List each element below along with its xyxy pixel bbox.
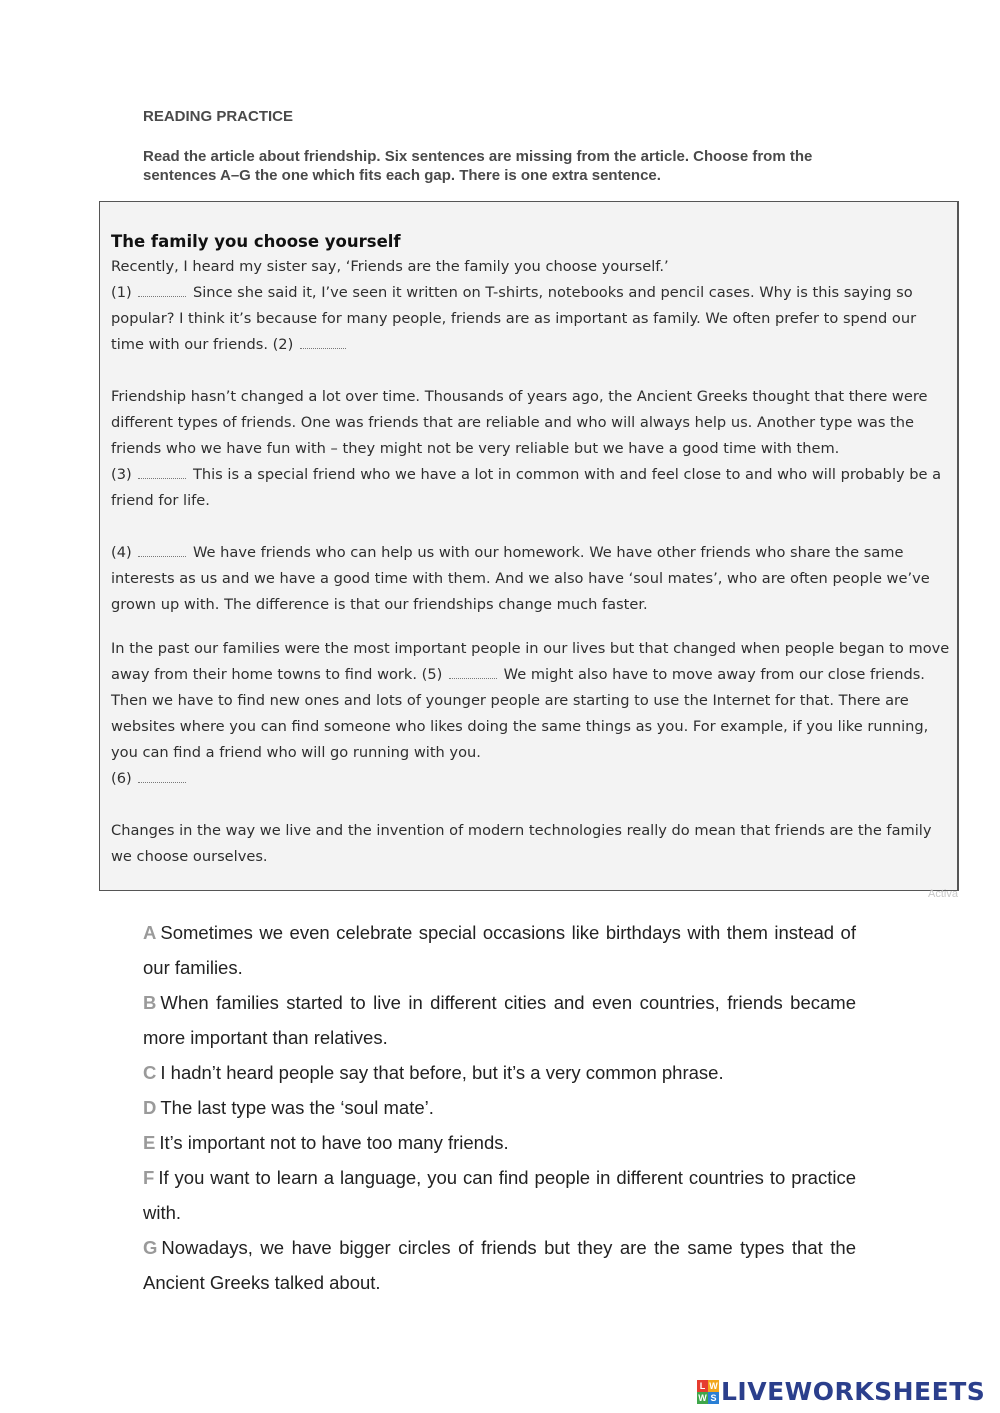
article-p5-text: Changes in the way we live and the invention of modern technologies really do mean that friends are the family we choose ourselves. (111, 822, 932, 865)
activation-watermark: Activa (928, 888, 958, 900)
gap-1-blank[interactable] (138, 284, 186, 297)
gap-6-blank[interactable] (138, 770, 186, 783)
article-p2-text-b: This is a special friend who we have a lot in common with and feel close to and who will probably be a friend for life. (111, 466, 942, 509)
article-p2-text: Friendship hasn’t changed a lot over time. Thousands of years ago, the Ancient Greeks thought that there were different types of friends. One was friends that are reliable and who will always help us. Another type was the friends who we have fun with – they might not be very reliable but we have a good time with them. (111, 388, 928, 457)
article-body (111, 228, 951, 870)
instructions: Read the article about friendship. Six sentences are missing from the article. Choose from the sentences A–G the one which fits each gap. There is one extra sentence. (143, 148, 813, 184)
option-letter: D (143, 1097, 157, 1118)
option-letter: B (143, 992, 157, 1013)
options-list (143, 915, 856, 1300)
logo-mark-cell: L (697, 1380, 708, 1392)
option-d (143, 1090, 856, 1125)
section-title: READING PRACTICE (143, 108, 294, 125)
gap-4-label: (4) (111, 544, 132, 561)
gap-2-blank[interactable] (300, 336, 346, 349)
article-p3-text: We have friends who can help us with our homework. We have other friends who share the same interests as us and we have a good time with them. And we also have ‘soul mates’, who are often people we’ve grown up with. The difference is that our friendships change much faster. (111, 544, 930, 613)
option-text: When families started to live in different cities and even countries, friends became more important than relatives. (143, 992, 856, 1048)
option-a (143, 915, 856, 985)
article-paragraph-2 (111, 384, 951, 514)
option-letter: G (143, 1237, 158, 1258)
option-text: If you want to learn a language, you can find people in different countries to practice with. (143, 1167, 856, 1223)
option-g (143, 1230, 856, 1300)
article-paragraph-5 (111, 818, 951, 870)
liveworksheets-logo[interactable] (697, 1377, 985, 1406)
article-p4-text-b: We might also have to move away from our close friends. Then we have to find new ones and lots of younger people are starting to use the Internet for that. There are websites where you can find someone who likes doing the same things as you. For example, if you like running, you can find a friend who will go running with you. (111, 666, 929, 761)
gap-3-label: (3) (111, 466, 132, 483)
logo-mark-cell: W (709, 1380, 718, 1391)
gap-3-blank[interactable] (138, 466, 186, 479)
article-intro-line: Recently, I heard my sister say, ‘Friends are the family you choose yourself.’ (111, 258, 669, 275)
article-p4-text-a: In the past our families were the most important people in our lives but that changed when people began to move away from their home towns to find work. (111, 640, 950, 683)
logo-mark-cell: W (698, 1392, 707, 1403)
option-letter: A (143, 922, 157, 943)
gap-2-label: (2) (272, 336, 294, 353)
logo-text: LIVEWORKSHEETS (721, 1377, 986, 1406)
gap-5-blank[interactable] (449, 666, 497, 679)
article-box (99, 201, 959, 891)
gap-4-blank[interactable] (138, 544, 186, 557)
logo-mark-icon (697, 1380, 719, 1404)
article-paragraph-3 (111, 540, 951, 618)
article-title: The family you choose yourself (111, 232, 401, 251)
logo-mark-cell: S (708, 1392, 719, 1404)
option-text: It’s important not to have too many friends. (159, 1132, 509, 1153)
gap-1-label: (1) (111, 284, 132, 301)
gap-5-label: (5) (421, 666, 443, 683)
option-text: The last type was the ‘soul mate’. (160, 1097, 434, 1118)
option-e (143, 1125, 856, 1160)
option-letter: C (143, 1062, 157, 1083)
option-f (143, 1160, 856, 1230)
article-paragraph-4 (111, 636, 951, 792)
article-paragraph-1 (111, 254, 951, 358)
option-letter: E (143, 1132, 156, 1153)
option-c (143, 1055, 856, 1090)
option-b (143, 985, 856, 1055)
option-text: Sometimes we even celebrate special occasions like birthdays with them instead of our families. (143, 922, 856, 978)
article-p1-text: Since she said it, I’ve seen it written on T-shirts, notebooks and pencil cases. Why is this saying so popular? I think it’s because for many people, friends are as important as family. We often prefer to spend our time with our friends. (111, 284, 917, 353)
option-letter: F (143, 1167, 155, 1188)
gap-6-label: (6) (111, 770, 132, 787)
option-text: I hadn’t heard people say that before, but it’s a very common phrase. (160, 1062, 724, 1083)
option-text: Nowadays, we have bigger circles of friends but they are the same types that the Ancient Greeks talked about. (143, 1237, 856, 1293)
